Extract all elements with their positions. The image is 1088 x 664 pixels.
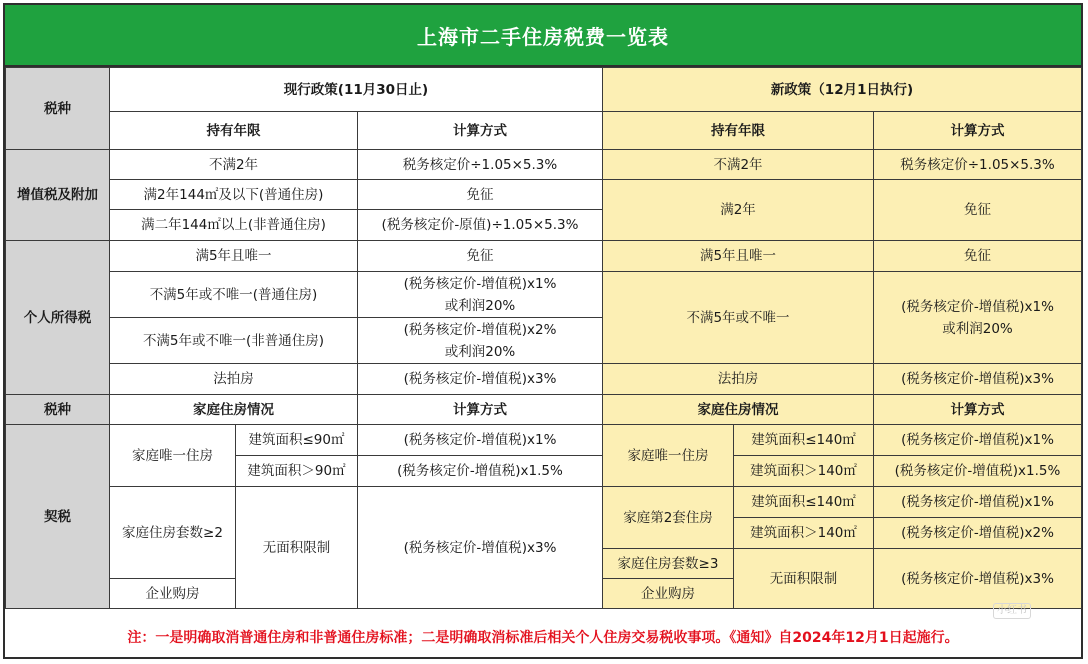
table-cell: (税务核定价-增值税)x1.5% [874, 456, 1082, 487]
income-tax-label: 个人所得税 [6, 241, 110, 395]
table-cell: (税务核定价-增值税)x3% [874, 364, 1082, 395]
table-cell: 建筑面积＞90㎡ [236, 456, 358, 487]
table-cell: 法拍房 [603, 364, 874, 395]
table-cell: 建筑面积≤90㎡ [236, 425, 358, 456]
table-cell: 建筑面积＞140㎡ [734, 518, 874, 549]
tax-type-header: 税种 [6, 68, 110, 150]
new-holding-years-header: 持有年限 [603, 112, 874, 150]
method-line: 或利润20% [444, 297, 516, 314]
table-cell: 满二年144㎡以上(非普通住房) [110, 210, 358, 241]
table-cell: 税务核定价÷1.05×5.3% [874, 150, 1082, 180]
deed-tax-label: 契税 [6, 425, 110, 609]
table-cell: (税务核定价-增值税)x1% [874, 487, 1082, 518]
current-calc-method-header: 计算方式 [358, 112, 603, 150]
fee-table-frame [3, 3, 1083, 659]
table-cell: 满2年144㎡及以下(普通住房) [110, 180, 358, 210]
page-title: 上海市二手住房税费一览表 [5, 5, 1081, 67]
table-cell: (税务核定价-增值税)x1% [358, 425, 603, 456]
table-cell: 不满5年或不唯一(非普通住房) [110, 318, 358, 364]
table-cell: (税务核定价-增值税)x3% [358, 364, 603, 395]
method-line: 或利润20% [942, 320, 1013, 337]
table-cell: 企业购房 [110, 579, 236, 609]
table-cell: (税务核定价-原值)÷1.05×5.3% [358, 210, 603, 241]
footnote: 注：一是明确取消普通住房和非普通住房标准；二是明确取消标准后相关个人住房交易税收事项。《通知》自2024年12月1日起施行。 [127, 630, 959, 646]
table-cell [358, 272, 603, 318]
method-line: (税务核定价-增值税)x1% [403, 275, 557, 292]
table-cell: 不满5年或不唯一(普通住房) [110, 272, 358, 318]
table-cell: (税务核定价-增值税)x3% [358, 487, 603, 609]
vat-label: 增值税及附加 [6, 150, 110, 241]
current-holding-years-header: 持有年限 [110, 112, 358, 150]
table-cell: 家庭第2套住房 [603, 487, 734, 549]
new-policy-header: 新政策（12月1日执行) [603, 68, 1082, 112]
tax-type-header: 税种 [6, 395, 110, 425]
table-cell: 家庭唯一住房 [603, 425, 734, 487]
table-cell: 建筑面积＞140㎡ [734, 456, 874, 487]
table-cell: 建筑面积≤140㎡ [734, 487, 874, 518]
table-cell: 免征 [358, 180, 603, 210]
table-cell: 满5年且唯一 [110, 241, 358, 272]
table-cell: 不满2年 [110, 150, 358, 180]
table-cell: (税务核定价-增值税)x2% [874, 518, 1082, 549]
tax-fee-table [5, 67, 1082, 609]
table-cell: 建筑面积≤140㎡ [734, 425, 874, 456]
table-cell: 无面积限制 [236, 487, 358, 609]
table-cell: 满5年且唯一 [603, 241, 874, 272]
method-line: (税务核定价-增值税)x1% [901, 298, 1054, 315]
method-line: 或利润20% [444, 343, 516, 360]
table-cell: 不满2年 [603, 150, 874, 180]
table-cell: (税务核定价-增值税)x1.5% [358, 456, 603, 487]
table-cell: 税务核定价÷1.05×5.3% [358, 150, 603, 180]
new-calc-method-header: 计算方式 [874, 395, 1082, 425]
table-cell: 无面积限制 [734, 549, 874, 609]
table-cell: (税务核定价-增值税)x1% [874, 425, 1082, 456]
table-cell: 法拍房 [110, 364, 358, 395]
table-cell: 免征 [874, 241, 1082, 272]
current-family-housing-header: 家庭住房情况 [110, 395, 358, 425]
table-cell: 家庭住房套数≥2 [110, 487, 236, 579]
table-cell: 不满5年或不唯一 [603, 272, 874, 364]
table-cell: 满2年 [603, 180, 874, 241]
current-calc-method-header: 计算方式 [358, 395, 603, 425]
method-line: (税务核定价-增值税)x2% [403, 321, 557, 338]
table-cell: 家庭住房套数≥3 [603, 549, 734, 579]
table-cell: 免征 [874, 180, 1082, 241]
table-cell: 企业购房 [603, 579, 734, 609]
table-cell: (税务核定价-增值税)x3% [874, 549, 1082, 609]
table-cell: 家庭唯一住房 [110, 425, 236, 487]
table-cell: 免征 [358, 241, 603, 272]
table-cell [874, 272, 1082, 364]
current-policy-header: 现行政策(11月30日止) [110, 68, 603, 112]
new-calc-method-header: 计算方式 [874, 112, 1082, 150]
table-cell [358, 318, 603, 364]
new-family-housing-header: 家庭住房情况 [603, 395, 874, 425]
watermark-logo: 小红书 [993, 603, 1031, 619]
